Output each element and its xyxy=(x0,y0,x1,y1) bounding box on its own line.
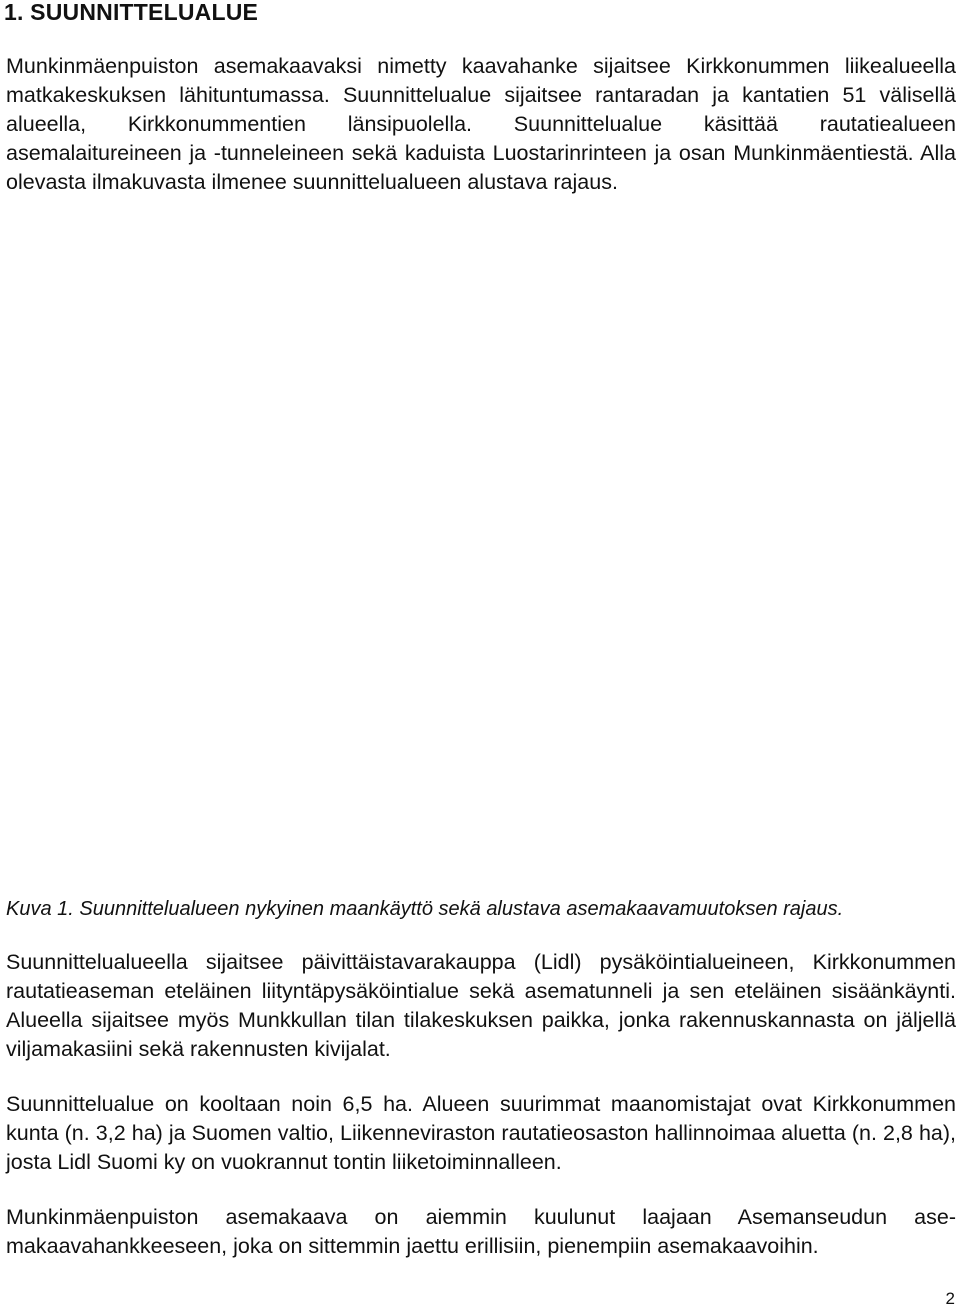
section-heading: 1. SUUNNITTELUALUE xyxy=(4,0,259,25)
land-use-paragraph: Suunnittelualueella sijaitsee päivittäistavarakauppa (Lidl) pysäköintialueineen, Kirkkonummen rautatieaseman eteläinen liityntäpysäköintialue sekä asematunneli ja sen eteläinen sisäänkäynti. Alueella sijaitsee myös Munkkullan tilan tilakeskuksen paikka, jonka rakennuskannasta on jäljellä viljamakasiini sekä rakennusten kivijalat. xyxy=(6,950,956,1061)
figure-caption: Kuva 1. Suunnittelualueen nykyinen maankäyttö sekä alustava asemakaavamuutoksen rajaus. xyxy=(6,898,844,920)
aerial-photo-placeholder xyxy=(6,230,956,870)
intro-paragraph: Munkinmäenpuiston asemakaavaksi nimetty kaavahanke sijaitsee Kirkkonummen liikealueella matkakeskuksen lähituntumassa. Suunnittelualue sijaitsee rantaradan ja kantatien 51 välisellä alueella, Kirkkonummentien länsipuolella. Suunnittelualue käsittää rautatiealueen asemalaitureineen ja -tunneleineen sekä kaduista Luostarinrinteen ja osan Munkinmäentiestä. Alla olevasta ilmakuvasta ilmenee suunnittelualueen alustava rajaus. xyxy=(6,54,956,194)
history-paragraph: Munkinmäenpuiston asemakaava on aiemmin kuulunut laajaan Asemanseudun asemakaavahankkeeseen, joka on sittemmin jaettu erillisiin, pienempiin asemakaavoihin. xyxy=(6,1205,956,1258)
page-number: 2 xyxy=(945,1289,955,1308)
area-size-paragraph: Suunnittelualue on kooltaan noin 6,5 ha. Alueen suurimmat maanomistajat ovat Kirkkonummen kunta (n. 3,2 ha) ja Suomen valtio, Liikenneviraston rautatieosaston hallinnoimaa aluetta (n. 2,8 ha), josta Lidl Suomi ky on vuokrannut tontin liiketoiminnalleen. xyxy=(6,1092,956,1174)
